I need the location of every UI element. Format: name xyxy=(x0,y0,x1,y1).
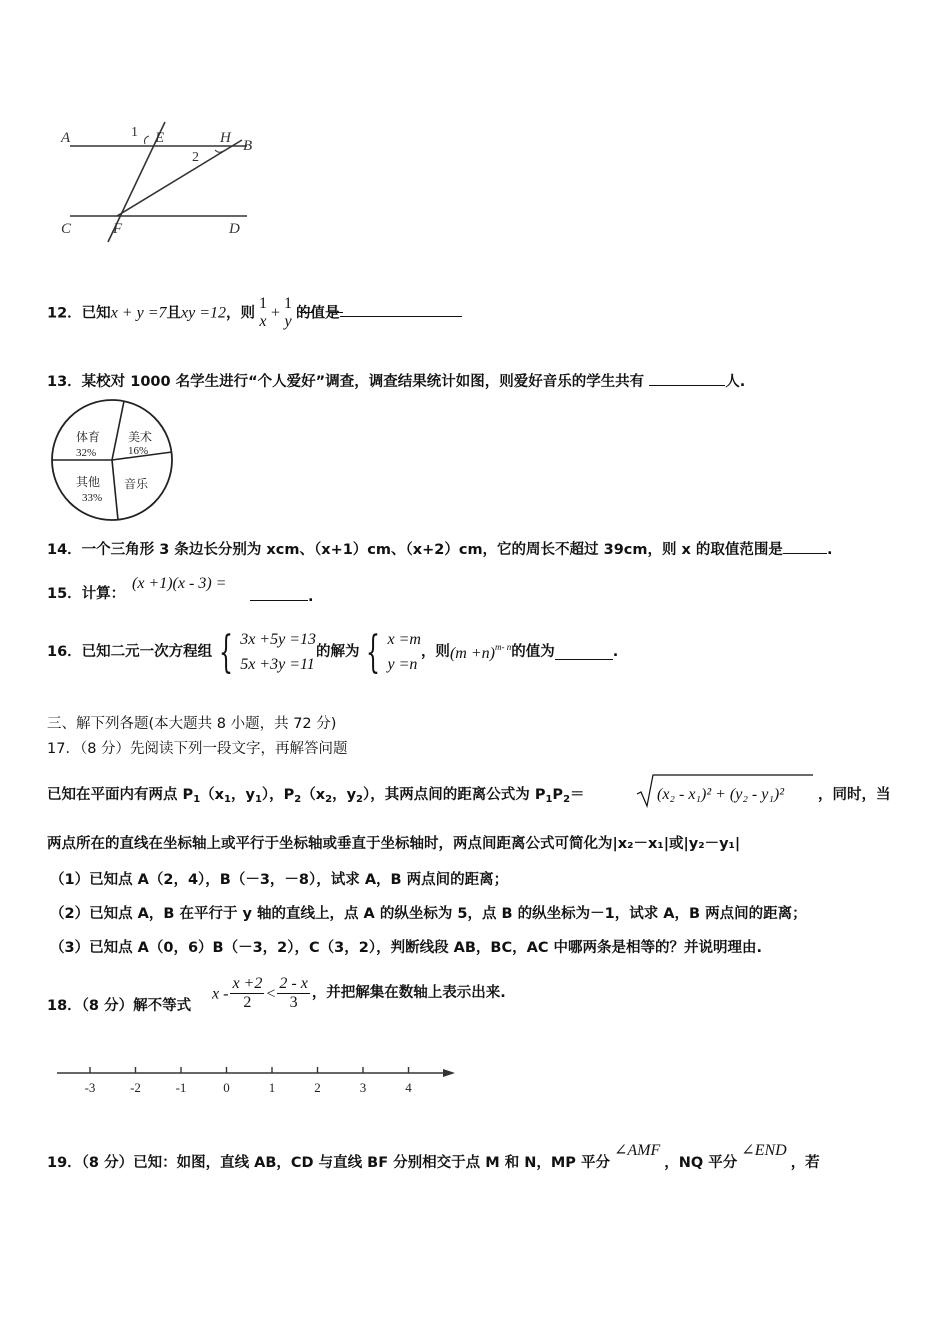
answer-blank xyxy=(649,371,725,386)
label-2: 2 xyxy=(192,150,199,165)
label-1: 1 xyxy=(131,125,138,140)
question-15-label: 15．计算： xyxy=(47,586,126,602)
number-line-arrow xyxy=(443,1069,455,1077)
pie-pct-art: 16% xyxy=(128,445,149,457)
question-17-para1: 已知在平面内有两点 $P_1(x_1$，$y_1$），$P_2(x_2$，$y_2$），其两点间的距离公式为 $P_1P_2=$ xyxy=(47,787,585,805)
number-line-tick-label: -1 xyxy=(175,1080,187,1095)
number-line xyxy=(55,1062,460,1098)
pie-label-other: 其他 xyxy=(76,475,101,489)
frac-bar xyxy=(329,312,343,313)
question-18-label: 18．（8 分）解不等式 xyxy=(47,998,192,1014)
answer-blank xyxy=(340,302,462,317)
pie-label-music: 音乐 xyxy=(124,477,149,491)
question-17-title: 17．（8 分）先阅读下列一段文字，再解答问题 xyxy=(47,741,348,757)
label-h: H xyxy=(220,130,231,146)
number-line-tick-label: -2 xyxy=(130,1080,141,1095)
question-15-answer: . xyxy=(250,586,314,606)
pie-label-art: 美术 xyxy=(128,430,153,444)
number-line-tick-label: -3 xyxy=(84,1080,96,1095)
answer-blank xyxy=(250,586,308,601)
pie-divider xyxy=(112,460,118,520)
question-18-inequality: x - $\frac{x +2}{2}$ < $\frac{2 - x}{3}$ ，并把解集在数轴上表示出来. xyxy=(212,975,506,1012)
number-line-tick-label: 1 xyxy=(268,1080,276,1095)
label-f: F xyxy=(113,221,123,237)
angle2-arc xyxy=(215,150,223,152)
pie-divider xyxy=(112,401,124,460)
pie-pct-other: 33% xyxy=(82,492,103,504)
question-17-para2: 两点所在的直线在坐标轴上或平行于坐标轴或垂直于坐标轴时，两点间距离公式可简化为|x₂－x₁|或|y₂－y₁| xyxy=(47,836,741,852)
question-17-item3: （3）已知点 A（0，6）B（－3，2），C（3，2），判断线段 AB，BC，AC 中哪两条是相等的？并说明理由. xyxy=(50,940,763,956)
number-line-tick-label: 3 xyxy=(359,1080,367,1095)
label-d: D xyxy=(229,221,240,237)
question-14: 14．一个三角形 3 条边长分别为 xcm、（x+1）cm、（x+2）cm，它的周长不超过 39cm，则 x 的取值范围是 . xyxy=(47,539,832,559)
question-12: 12．已知x + y =7且xy =12，则 1 x + 1 y 的值是 xyxy=(47,295,462,332)
number-line-tick-label: 4 xyxy=(405,1080,412,1095)
question-16: 16．已知二元一次方程组 { 3x +5y =13 5x +3y =11 的解为 { x =m y =n ，则$(m +n)^{m- n}$的值为 . xyxy=(47,626,619,678)
answer-blank xyxy=(783,539,827,554)
pie-pct-sports: 32% xyxy=(76,447,97,459)
question-17-para1-tail: ，同时，当 xyxy=(818,787,891,803)
label-a: A xyxy=(61,130,71,146)
label-c: C xyxy=(61,221,72,237)
sqrt-expression xyxy=(635,772,815,808)
hobby-pie-figure xyxy=(48,398,178,523)
label-b: B xyxy=(243,138,253,154)
section-3-heading: 三、解下列各题(本大题共 8 小题，共 72 分) xyxy=(47,716,337,732)
angle1-arc xyxy=(145,136,150,144)
question-15-expr: (x +1)(x - 3) = xyxy=(132,575,227,592)
pie-label-sports: 体育 xyxy=(76,430,101,444)
question-13: 13．某校对 1000 名学生进行“个人爱好”调查，调查结果统计如图，则爱好音乐的学生共有 人. xyxy=(47,371,745,391)
number-line-tick-label: 0 xyxy=(223,1080,230,1095)
svg-text:(x₂ - x₁)² + (y₂ - y₁)²: (x₂ - x₁)² + (y₂ - y₁)² xyxy=(657,786,785,803)
question-17-item2: （2）已知点 A，B 在平行于 y 轴的直线上，点 A 的纵坐标为 5，点 B 的纵坐标为－1，试求 A，B 两点间的距离； xyxy=(50,906,807,922)
question-19: 19．（8 分）已知：如图，直线 AB，CD 与直线 BF 分别相交于点 M 和 N，MP 平分∠AMF，NQ 平分∠END，若 xyxy=(47,1142,820,1171)
frac-bar xyxy=(300,312,314,313)
question-17-item1: （1）已知点 A（2，4），B（－3，－8），试求 A，B 两点间的距离； xyxy=(50,872,509,888)
answer-blank xyxy=(555,645,613,660)
parallel-lines-figure xyxy=(55,118,270,246)
number-line-tick-label: 2 xyxy=(314,1080,321,1095)
label-e: E xyxy=(155,130,165,146)
